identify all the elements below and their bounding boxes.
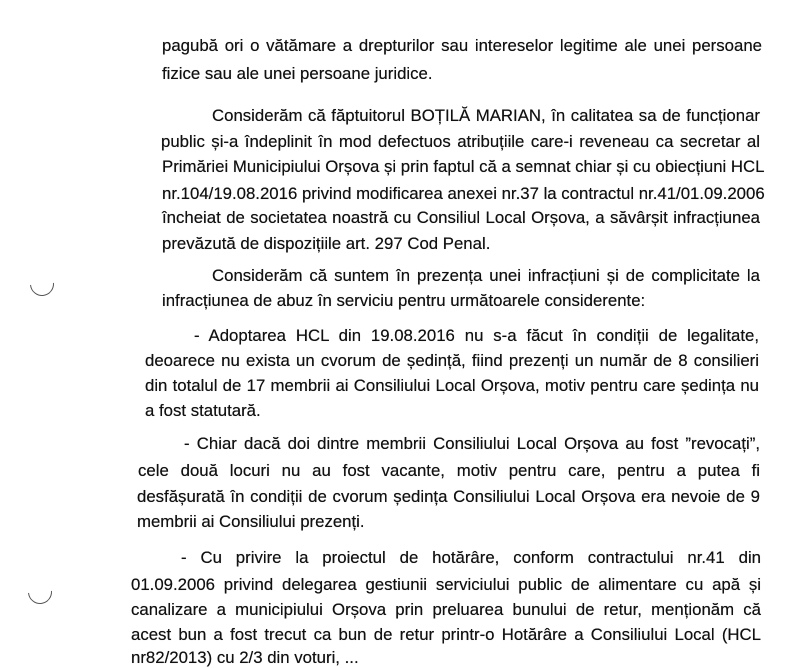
text-line: infracțiunea de abuz în serviciu pentru următoarele considerente: [162,291,646,310]
text-line: - Cu privire la proiectul de hotărâre, conform contractului nr.41 din [181,548,761,567]
text-line: membrii ai Consiliului prezenți. [137,512,365,531]
text-line: a fost statutară. [145,401,261,420]
text-line: nr82/2013) cu 2/3 din voturi, ... [131,648,359,667]
text-line: public și-a îndeplinit în mod defectuos atribuțiile care-i reveneau ca secretar al [161,132,760,151]
text-line: fizice sau ale unei persoane juridice. [162,64,433,83]
text-line: Considerăm că suntem în prezența unei infracțiuni și de complicitate la [212,266,760,285]
text-line: din totalul de 17 membrii ai Consiliului Local Orșova, motiv pentru care ședința nu [145,376,759,395]
text-line: Primăriei Municipiului Orșova și prin faptul că a semnat chiar și cu obiecțiuni HCL [162,157,765,176]
text-line: acest bun a fost trecut ca bun de retur printr-o Hotărâre a Consiliului Local (HCL [131,625,761,644]
punch-hole [23,575,57,609]
text-line: Considerăm că făptuitorul BOȚILĂ MARIAN, în calitatea sa de funcționar [212,106,760,125]
text-line: 01.09.2006 privind delegarea gestiunii serviciului public de alimentare cu apă și [131,575,761,594]
text-line: încheiat de societatea noastră cu Consiliul Local Orșova, a săvârșit infracțiunea [162,208,760,227]
text-line: - Adoptarea HCL din 19.08.2016 nu s-a făcut în condiții de legalitate, [194,326,759,345]
text-line: desfășurată în condiții de cvorum ședința Consiliului Local Orșova era nevoie de 9 [137,487,760,506]
text-line: deoarece nu exista un cvorum de ședință, fiind prezenți un număr de 8 consilieri [145,351,759,370]
text-line: cele două locuri nu au fost vacante, motiv pentru care, pentru a putea fi [138,461,760,480]
text-line: pagubă ori o vătămare a drepturilor sau intereselor legitime ale unei persoane [162,36,762,55]
text-line: - Chiar dacă doi dintre membrii Consiliului Local Orșova au fost ”revocați”, [184,434,760,453]
text-line: canalizare a municipiului Orșova prin preluarea bunului de retur, menționăm că [131,600,761,619]
text-line: nr.104/19.08.2016 privind modificarea anexei nr.37 la contractul nr.41/01.09.2006 [162,184,765,203]
text-line: prevăzută de dispozițiile art. 297 Cod Penal. [162,234,491,253]
punch-hole [25,267,59,301]
